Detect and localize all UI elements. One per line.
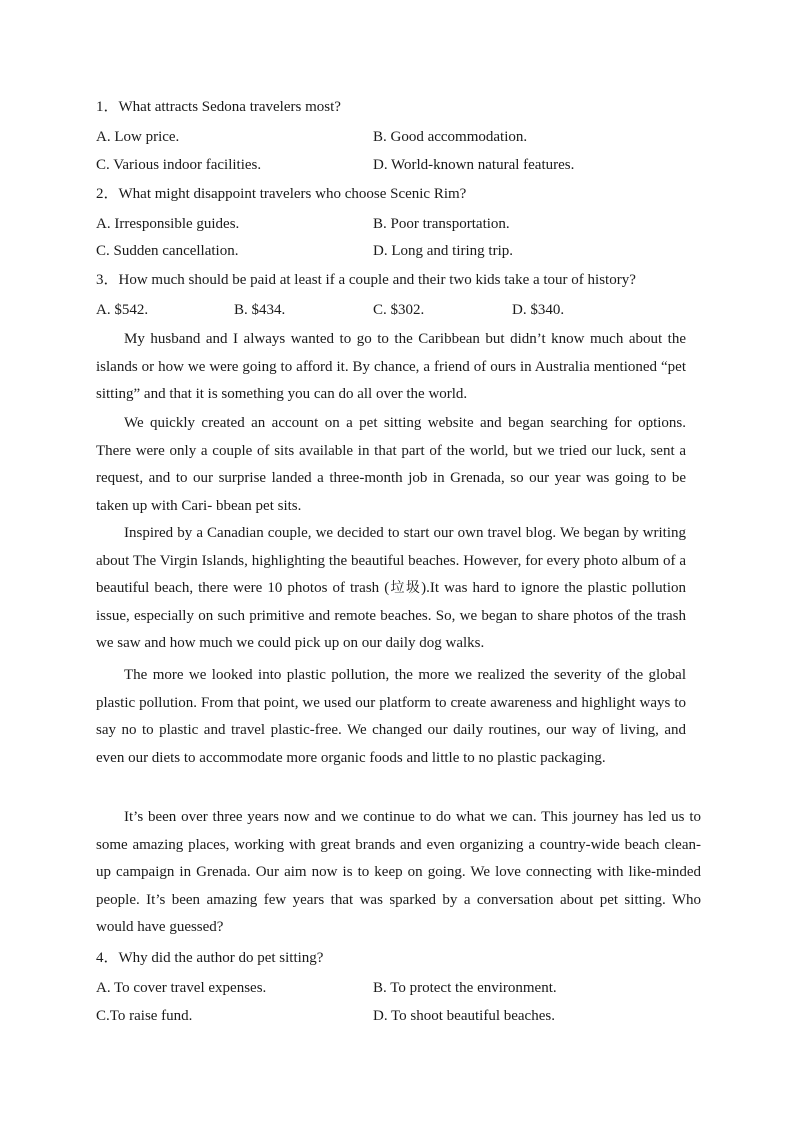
question-3-stem: 3．How much should be paid at least if a couple and their two kids take a tour of history?	[96, 272, 636, 288]
question-1-option-a: A. Low price.	[96, 129, 180, 145]
question-4-option-a: A. To cover travel expenses.	[96, 980, 267, 996]
question-2-option-d: D. Long and tiring trip.	[373, 243, 513, 259]
passage-paragraph-3-part-2: ).It was hard to ignore the plastic pollution issue, especially on such primitive and remote beaches. So, we began to share photos of the trash we saw and how much we could pick up on our daily dog walks.	[96, 580, 687, 652]
question-2-option-a: A. Irresponsible guides.	[96, 216, 240, 232]
passage-paragraph-4: The more we looked into plastic pollution, the more we realized the severity of the global plastic pollution. From that point, we used our platform to create awareness and highlight ways to say no to plastic and travel plastic-free. We changed our daily routines, our way of living, and even our diets to accommodate more organic foods and little to no plastic packaging.	[96, 667, 686, 766]
question-1-stem: 1．What attracts Sedona travelers most?	[96, 99, 341, 115]
question-3-option-c: C. $302.	[373, 302, 425, 318]
question-1-option-c: C. Various indoor facilities.	[96, 157, 262, 173]
question-1-option-b: B. Good accommodation.	[373, 129, 528, 145]
passage-paragraph-3-part-1: Inspired by a Canadian couple, we decided to start our own travel blog. We began by writing about The Virgin Islands, highlighting the beautiful beaches. However, for every photo album of a beautiful beach, there were 10 photos of trash (	[96, 525, 686, 597]
question-2-option-b: B. Poor transportation.	[373, 216, 510, 232]
question-2-option-c: C. Sudden cancellation.	[96, 243, 239, 259]
question-3-option-d: D. $340.	[512, 302, 565, 318]
question-3-option-b: B. $434.	[234, 302, 286, 318]
question-4-option-d: D. To shoot beautiful beaches.	[373, 1008, 555, 1024]
question-4-option-c: C.To raise fund.	[96, 1008, 193, 1024]
question-1-option-d: D. World-known natural features.	[373, 157, 575, 173]
question-4-option-b: B. To protect the environment.	[373, 980, 557, 996]
passage-paragraph-1: My husband and I always wanted to go to the Caribbean but didn’t know much about the islands or how we were going to afford it. By chance, a friend of ours in Australia mentioned “pet sitting” and that it is something you can do all over the world.	[96, 331, 686, 403]
question-2-stem: 2．What might disappoint travelers who choose Scenic Rim?	[96, 186, 467, 202]
passage-paragraph-3	[96, 520, 686, 658]
question-4-stem: 4．Why did the author do pet sitting?	[96, 950, 324, 966]
passage-paragraph-5: It’s been over three years now and we continue to do what we can. This journey has led us to some amazing places, working with great brands and even organizing a country-wide beach clean-up campaign in Grenada. Our aim now is to keep on going. We love connecting with like-minded people. It’s been amazing few years that was sparked by a conversation about pet sitting. Who would have guessed?	[96, 809, 701, 936]
question-3-option-a: A. $542.	[96, 302, 149, 318]
passage-paragraph-2: We quickly created an account on a pet sitting website and began searching for options. There were only a couple of sits available in that part of the world, but we tried our luck, sent a request, and to our surprise landed a three-month job in Grenada, so our year was going to be taken up with Cari- bbean pet sits.	[96, 415, 686, 514]
chinese-gloss: 垃圾	[389, 580, 422, 597]
